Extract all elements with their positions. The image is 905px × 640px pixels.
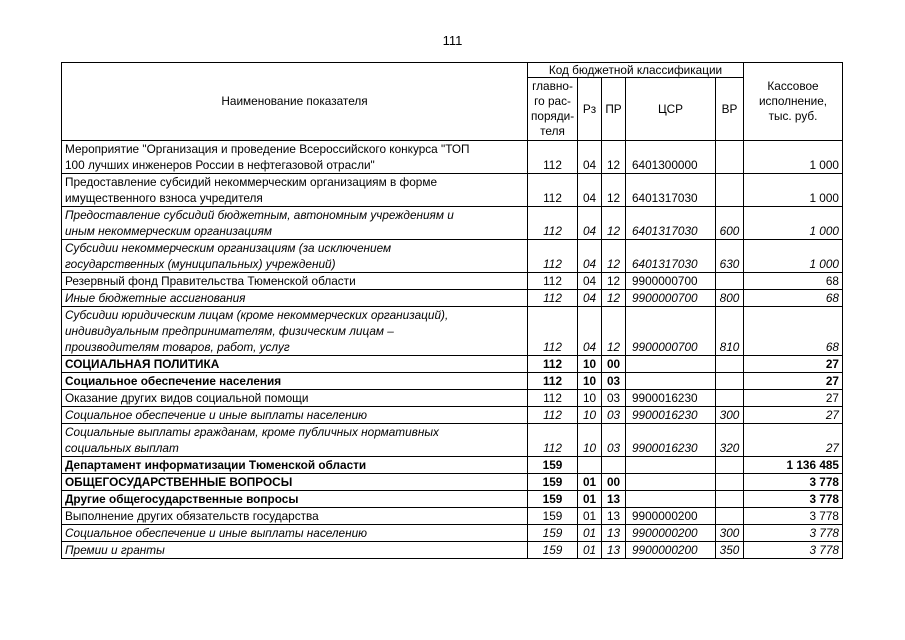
table-row (62, 290, 843, 307)
cell-pr: 13 (602, 525, 626, 542)
cell-csr: 9900000700 (626, 290, 716, 307)
cell-vr (716, 457, 744, 474)
cell-amount: 1 000 (744, 174, 843, 207)
cell-main-manager: 112 (528, 407, 578, 424)
cell-vr (716, 474, 744, 491)
table-row (62, 207, 843, 240)
cell-amount: 1 136 485 (744, 457, 843, 474)
cell-rz: 10 (578, 356, 602, 373)
header-gr-line: теля (540, 124, 565, 138)
cell-vr: 800 (716, 290, 744, 307)
cell-indicator-name (62, 508, 528, 525)
indicator-name-line: Предоставление субсидий некоммерческим организациям в форме (65, 175, 438, 189)
cell-pr (602, 457, 626, 474)
indicator-name-line: социальных выплат (65, 441, 179, 455)
header-budget-classification: Код бюджетной классификации (528, 63, 744, 78)
indicator-name-line: Иные бюджетные ассигнования (65, 291, 246, 305)
cell-pr: 03 (602, 407, 626, 424)
table-row (62, 307, 843, 356)
cell-indicator-name (62, 307, 528, 356)
cell-csr (626, 474, 716, 491)
cell-amount: 27 (744, 390, 843, 407)
cell-main-manager: 112 (528, 424, 578, 457)
cell-amount: 1 000 (744, 240, 843, 273)
cell-indicator-name (62, 356, 528, 373)
cell-vr (716, 356, 744, 373)
cell-pr: 12 (602, 174, 626, 207)
cell-indicator-name (62, 207, 528, 240)
indicator-name-line: Департамент информатизации Тюменской области (65, 458, 367, 472)
cell-csr: 9900016230 (626, 390, 716, 407)
cell-vr: 350 (716, 542, 744, 559)
cell-pr: 00 (602, 356, 626, 373)
indicator-name-line: государственных (муниципальных) учреждений) (65, 257, 336, 271)
table-row (62, 141, 843, 174)
indicator-name-line: Другие общегосударственные вопросы (65, 492, 299, 506)
table-row (62, 525, 843, 542)
table-row (62, 356, 843, 373)
cell-indicator-name (62, 525, 528, 542)
cell-pr: 13 (602, 491, 626, 508)
cell-indicator-name (62, 240, 528, 273)
cell-vr: 810 (716, 307, 744, 356)
cell-rz: 10 (578, 407, 602, 424)
cell-pr: 12 (602, 141, 626, 174)
cell-amount: 68 (744, 273, 843, 290)
indicator-name-line: Субсидии некоммерческим организациям (за исключением (65, 241, 392, 255)
indicator-name-line: индивидуальным предпринимателям, физическим лицам – (65, 324, 394, 338)
cell-rz: 04 (578, 273, 602, 290)
table-row (62, 273, 843, 290)
header-vr: ВР (716, 78, 744, 141)
cell-csr: 9900000200 (626, 542, 716, 559)
cell-pr: 13 (602, 508, 626, 525)
cell-indicator-name (62, 174, 528, 207)
cell-vr (716, 174, 744, 207)
cell-vr (716, 390, 744, 407)
indicator-name-line: имущественного взноса учредителя (65, 191, 263, 205)
cell-csr: 9900000700 (626, 307, 716, 356)
cell-indicator-name (62, 407, 528, 424)
cell-amount: 27 (744, 356, 843, 373)
cell-main-manager: 159 (528, 542, 578, 559)
cell-rz: 10 (578, 373, 602, 390)
table-row (62, 390, 843, 407)
cell-pr: 03 (602, 390, 626, 407)
cell-main-manager: 112 (528, 174, 578, 207)
cell-indicator-name (62, 542, 528, 559)
cell-main-manager: 159 (528, 457, 578, 474)
cell-main-manager: 159 (528, 491, 578, 508)
cell-pr: 13 (602, 542, 626, 559)
page-number: 111 (442, 33, 463, 48)
cell-amount: 3 778 (744, 474, 843, 491)
header-gr-line: главно- (532, 79, 573, 93)
cell-main-manager: 112 (528, 373, 578, 390)
cell-csr (626, 457, 716, 474)
cell-csr: 9900000200 (626, 508, 716, 525)
table-row (62, 474, 843, 491)
indicator-name-line: иным некоммерческим организациям (65, 224, 273, 238)
table-row (62, 457, 843, 474)
indicator-name-line: 100 лучших инженеров России в нефтегазовой отрасли" (65, 158, 375, 172)
cell-amount: 27 (744, 407, 843, 424)
cell-indicator-name (62, 373, 528, 390)
cell-rz: 04 (578, 307, 602, 356)
table-row (62, 174, 843, 207)
cell-vr: 600 (716, 207, 744, 240)
table-row (62, 542, 843, 559)
header-rz: Рз (578, 78, 602, 141)
header-gr-line: го рас- (534, 94, 571, 108)
cell-csr: 9900000200 (626, 525, 716, 542)
cell-amount: 1 000 (744, 141, 843, 174)
header-main-manager (528, 78, 578, 141)
cell-pr: 00 (602, 474, 626, 491)
cell-rz (578, 457, 602, 474)
indicator-name-line: Субсидии юридическим лицам (кроме некоммерческих организаций), (65, 308, 449, 322)
indicator-name-line: Премии и гранты (65, 543, 165, 557)
cell-vr (716, 508, 744, 525)
cell-indicator-name (62, 474, 528, 491)
cell-vr (716, 491, 744, 508)
table-row (62, 491, 843, 508)
indicator-name-line: Оказание других видов социальной помощи (65, 391, 309, 405)
header-pr: ПР (602, 78, 626, 141)
cell-main-manager: 159 (528, 508, 578, 525)
cell-indicator-name (62, 457, 528, 474)
cell-main-manager: 112 (528, 240, 578, 273)
cell-rz: 01 (578, 525, 602, 542)
indicator-name-line: Мероприятие "Организация и проведение Всероссийского конкурса "ТОП (65, 142, 470, 156)
table-body (62, 141, 843, 559)
budget-execution-table (61, 62, 843, 559)
cell-pr: 12 (602, 290, 626, 307)
cell-indicator-name (62, 491, 528, 508)
cell-vr (716, 373, 744, 390)
cell-csr: 6401317030 (626, 240, 716, 273)
header-amount-line: тыс. руб. (768, 109, 818, 123)
cell-amount: 3 778 (744, 508, 843, 525)
cell-main-manager: 112 (528, 141, 578, 174)
cell-rz: 01 (578, 542, 602, 559)
indicator-name-line: Социальное обеспечение и иные выплаты населению (65, 526, 368, 540)
cell-pr: 03 (602, 424, 626, 457)
cell-pr: 03 (602, 373, 626, 390)
cell-csr: 6401317030 (626, 207, 716, 240)
indicator-name-line: Социальное обеспечение населения (65, 374, 282, 388)
indicator-name-line: Резервный фонд Правительства Тюменской области (65, 274, 356, 288)
cell-rz: 10 (578, 424, 602, 457)
cell-rz: 04 (578, 141, 602, 174)
cell-indicator-name (62, 141, 528, 174)
cell-main-manager: 112 (528, 307, 578, 356)
cell-csr (626, 373, 716, 390)
indicator-name-line: Социальные выплаты гражданам, кроме публичных нормативных (65, 425, 439, 439)
cell-amount: 27 (744, 373, 843, 390)
cell-amount: 68 (744, 307, 843, 356)
indicator-name-line: Социальное обеспечение и иные выплаты населению (65, 408, 368, 422)
cell-main-manager: 112 (528, 390, 578, 407)
cell-rz: 01 (578, 491, 602, 508)
cell-main-manager: 112 (528, 290, 578, 307)
cell-main-manager: 112 (528, 273, 578, 290)
cell-csr: 6401317030 (626, 174, 716, 207)
indicator-name-line: Выполнение других обязательств государства (65, 509, 319, 523)
header-amount-line: исполнение, (758, 94, 828, 108)
cell-vr: 630 (716, 240, 744, 273)
indicator-name-line: СОЦИАЛЬНАЯ ПОЛИТИКА (65, 357, 220, 371)
cell-rz: 01 (578, 508, 602, 525)
cell-rz: 04 (578, 240, 602, 273)
cell-indicator-name (62, 390, 528, 407)
table-row (62, 424, 843, 457)
cell-amount: 3 778 (744, 542, 843, 559)
table-row (62, 240, 843, 273)
header-name: Наименование показателя (62, 63, 528, 141)
cell-csr: 9900000700 (626, 273, 716, 290)
cell-vr: 300 (716, 407, 744, 424)
cell-pr: 12 (602, 307, 626, 356)
cell-rz: 04 (578, 290, 602, 307)
cell-vr (716, 141, 744, 174)
cell-csr (626, 491, 716, 508)
cell-vr: 300 (716, 525, 744, 542)
cell-main-manager: 159 (528, 525, 578, 542)
indicator-name-line: ОБЩЕГОСУДАРСТВЕННЫЕ ВОПРОСЫ (65, 475, 293, 489)
table-row (62, 508, 843, 525)
indicator-name-line: Предоставление субсидий бюджетным, автономным учреждениям и (65, 208, 454, 222)
cell-main-manager: 112 (528, 356, 578, 373)
header-amount-line: Кассовое (767, 79, 819, 93)
cell-amount: 3 778 (744, 525, 843, 542)
indicator-name-line: производителям товаров, работ, услуг (65, 340, 290, 354)
cell-csr: 6401300000 (626, 141, 716, 174)
cell-amount: 1 000 (744, 207, 843, 240)
cell-amount: 3 778 (744, 491, 843, 508)
cell-amount: 68 (744, 290, 843, 307)
table-row (62, 407, 843, 424)
cell-main-manager: 112 (528, 207, 578, 240)
cell-indicator-name (62, 273, 528, 290)
cell-pr: 12 (602, 273, 626, 290)
table-row (62, 373, 843, 390)
cell-main-manager: 159 (528, 474, 578, 491)
cell-csr: 9900016230 (626, 424, 716, 457)
cell-rz: 04 (578, 174, 602, 207)
header-amount (744, 63, 843, 141)
header-csr: ЦСР (626, 78, 716, 141)
cell-rz: 10 (578, 390, 602, 407)
cell-indicator-name (62, 290, 528, 307)
cell-pr: 12 (602, 240, 626, 273)
cell-csr (626, 356, 716, 373)
cell-vr: 320 (716, 424, 744, 457)
cell-csr: 9900016230 (626, 407, 716, 424)
header-gr-line: поряди- (531, 109, 575, 123)
cell-vr (716, 273, 744, 290)
cell-rz: 04 (578, 207, 602, 240)
cell-pr: 12 (602, 207, 626, 240)
cell-amount: 27 (744, 424, 843, 457)
cell-indicator-name (62, 424, 528, 457)
cell-rz: 01 (578, 474, 602, 491)
